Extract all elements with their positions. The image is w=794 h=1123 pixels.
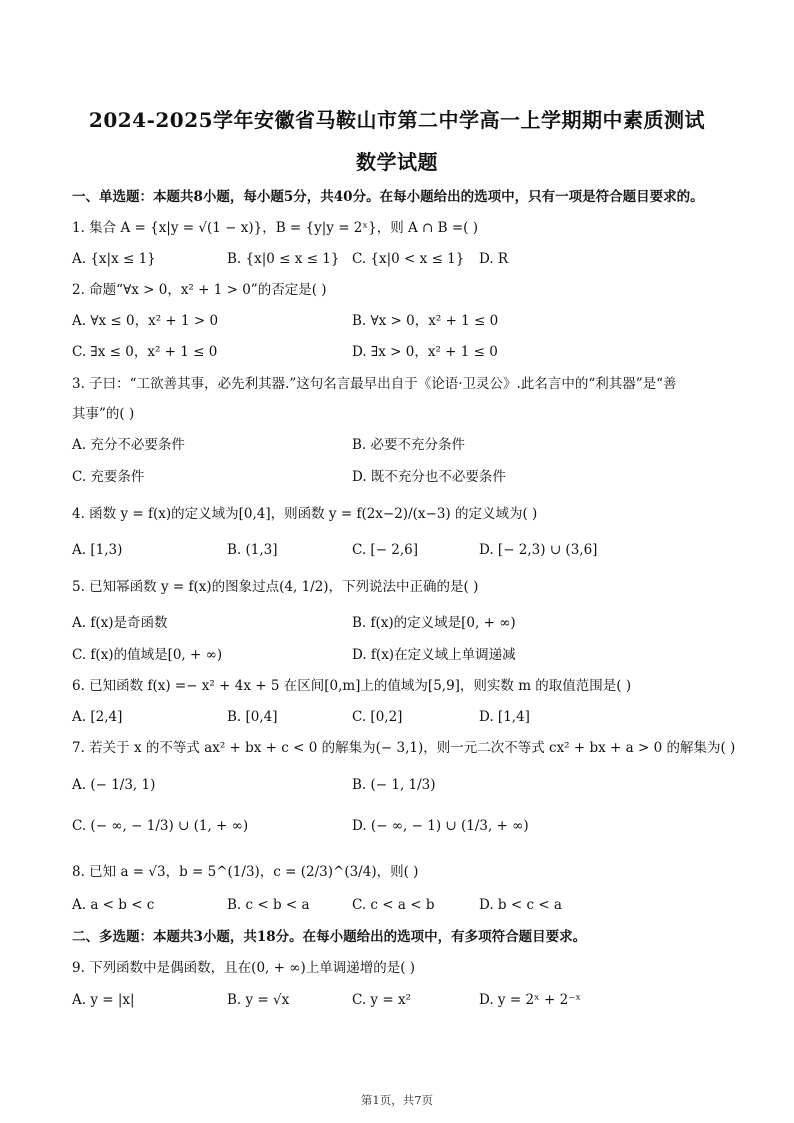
- page-subtitle: 数学试题: [356, 150, 438, 174]
- question-3-option-a: A. 充分不必要条件: [72, 437, 185, 453]
- question-9-option-b: B. y = √x: [227, 992, 290, 1008]
- question-6-option-a: A. [2,4]: [72, 709, 123, 725]
- question-1-option-c: C. {x|0 < x ≤ 1}: [352, 251, 465, 267]
- question-9-option-a: A. y = |x|: [72, 992, 135, 1008]
- section-heading-single-choice: 一、单选题：本题共8小题，每小题5分，共40分。在每小题给出的选项中，只有一项是符合题目要求的。: [72, 189, 704, 205]
- question-7-option-b: B. (− 1, 1/3): [352, 777, 436, 793]
- question-1-stem: 1. 集合 A = {x|y = √(1 − x)}，B = {y|y = 2ˣ}，则 A ∩ B =( ): [72, 220, 478, 236]
- page-title: 2024-2025学年安徽省马鞍山市第二中学高一上学期期中素质测试: [88, 108, 706, 132]
- question-5-option-c: C. f(x)的值域是[0, + ∞): [72, 647, 223, 663]
- question-5-option-d: D. f(x)在定义域上单调递减: [352, 647, 516, 663]
- question-1-option-d: D. R: [479, 251, 509, 267]
- question-8-option-c: C. c < a < b: [352, 897, 435, 913]
- question-5-stem: 5. 已知幂函数 y = f(x)的图象过点(4, 1/2)，下列说法中正确的是( ): [72, 579, 479, 595]
- question-4-option-a: A. [1,3): [72, 542, 123, 558]
- question-2-option-c: C. ∃x ≤ 0，x² + 1 ≤ 0: [72, 344, 218, 360]
- question-2-option-b: B. ∀x > 0，x² + 1 ≤ 0: [352, 313, 499, 329]
- question-9-option-d: D. y = 2ˣ + 2⁻ˣ: [479, 992, 582, 1008]
- page-number-footer: 第1页，共7页: [360, 1093, 434, 1107]
- question-3-option-c: C. 充要条件: [72, 469, 145, 485]
- section-heading-multiple-choice: 二、多选题：本题共3小题，共18分。在每小题给出的选项中，有多项符合题目要求。: [72, 929, 587, 945]
- question-2-option-a: A. ∀x ≤ 0，x² + 1 > 0: [72, 313, 219, 329]
- question-9-option-c: C. y = x²: [352, 992, 411, 1008]
- question-5-option-b: B. f(x)的定义域是[0, + ∞): [352, 615, 516, 631]
- question-3-stem-line1: 3. 子曰：“工欲善其事，必先利其器.”这句名言最早出自于《论语·卫灵公》.此名言中的“利其器”是“善: [72, 376, 677, 392]
- question-6-stem: 6. 已知函数 f(x) =− x² + 4x + 5 在区间[0,m]上的值域为[5,9]，则实数 m 的取值范围是( ): [72, 678, 632, 694]
- question-8-stem: 8. 已知 a = √3，b = 5^(1/3)，c = (2/3)^(3/4)，则( ): [72, 864, 419, 880]
- question-8-option-d: D. b < c < a: [479, 897, 562, 913]
- question-7-option-a: A. (− 1/3, 1): [72, 777, 156, 793]
- question-4-option-c: C. [− 2,6]: [352, 542, 419, 558]
- question-3-option-d: D. 既不充分也不必要条件: [352, 469, 506, 485]
- question-9-stem: 9. 下列函数中是偶函数，且在(0, + ∞)上单调递增的是( ): [72, 960, 416, 976]
- question-4-option-d: D. [− 2,3) ∪ (3,6]: [479, 542, 598, 558]
- question-3-option-b: B. 必要不充分条件: [352, 437, 466, 453]
- question-8-option-b: B. c < b < a: [227, 897, 310, 913]
- question-8-option-a: A. a < b < c: [72, 897, 155, 913]
- question-3-stem-line2: 其事”的( ): [72, 406, 135, 422]
- question-7-option-c: C. (− ∞, − 1/3) ∪ (1, + ∞): [72, 818, 249, 834]
- question-5-option-a: A. f(x)是奇函数: [72, 615, 168, 631]
- question-1-option-a: A. {x|x ≤ 1}: [72, 251, 156, 267]
- question-4-stem: 4. 函数 y = f(x)的定义域为[0,4]，则函数 y = f(2x−2)/(x−3) 的定义域为( ): [72, 506, 538, 522]
- question-2-stem: 2. 命题“∀x > 0，x² + 1 > 0”的否定是( ): [72, 282, 327, 298]
- question-7-stem: 7. 若关于 x 的不等式 ax² + bx + c < 0 的解集为(− 3,1)，则一元二次不等式 cx² + bx + a > 0 的解集为( ): [72, 740, 736, 756]
- question-7-option-d: D. (− ∞, − 1) ∪ (1/3, + ∞): [352, 818, 529, 834]
- question-6-option-c: C. [0,2]: [352, 709, 403, 725]
- question-6-option-d: D. [1,4]: [479, 709, 530, 725]
- question-6-option-b: B. [0,4]: [227, 709, 278, 725]
- question-1-option-b: B. {x|0 ≤ x ≤ 1}: [227, 251, 340, 267]
- question-2-option-d: D. ∃x > 0，x² + 1 ≤ 0: [352, 344, 498, 360]
- question-4-option-b: B. (1,3]: [227, 542, 278, 558]
